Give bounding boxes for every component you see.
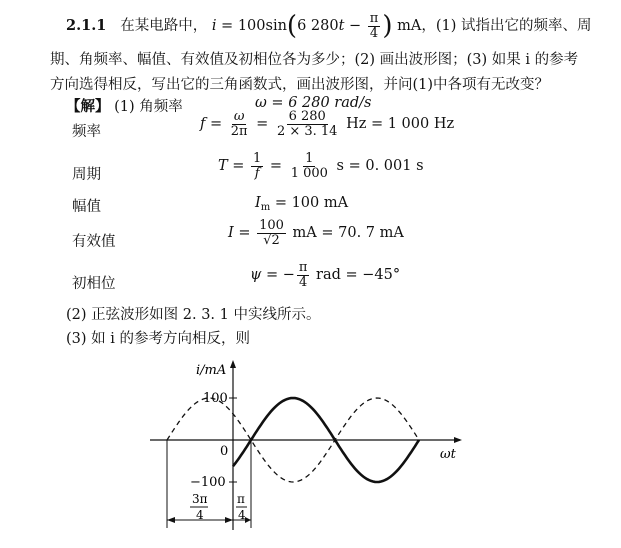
eq-fraction: $\frac{\pi}{4}$ bbox=[369, 10, 379, 41]
freq-eq: f = $\frac{\omega}{2\pi}$ = $\frac{6 280}{2 \times 3. 14}$ Hz = 1 000 Hz bbox=[200, 109, 455, 139]
period-eq: T = $\frac{1}{f}$ = $\frac{1}{1 000}$ s = 0. 001 s bbox=[218, 151, 424, 181]
solution-tag: 【解】 bbox=[66, 98, 110, 115]
problem-text-1b: mA，(1) 试指出它的频率、周 bbox=[397, 18, 592, 34]
rms-eq: I = $\frac{100}{√2}$ mA = 70. 7 mA bbox=[228, 218, 404, 248]
dim2-den: 4 bbox=[238, 508, 246, 522]
amp-eq: $I_m = 100$ mA bbox=[255, 195, 349, 213]
rms-label: 有效值 bbox=[72, 234, 116, 250]
phase-eq: ψ = − $\frac{\pi}{4}$ rad = −45° bbox=[250, 260, 401, 290]
period-label: 周期 bbox=[72, 167, 101, 183]
dim1-den: 4 bbox=[196, 508, 204, 522]
eq-arg: 6 280 bbox=[297, 18, 339, 34]
x-axis-label: ωt bbox=[440, 447, 456, 462]
part3-text: (3) 如 i 的参考方向相反，则 bbox=[66, 331, 251, 347]
problem-line-2: 期、角频率、幅值、有效值及初相位各为多少；(2) 画出波形图；(3) 如果 i 的参考 bbox=[50, 52, 579, 68]
freq-label: 频率 bbox=[72, 124, 101, 140]
paren-open: ( bbox=[286, 11, 298, 41]
origin-label: 0 bbox=[220, 444, 229, 459]
phase-label: 初相位 bbox=[72, 276, 116, 292]
problem-text-1a: 在某电路中， bbox=[120, 18, 208, 34]
eq-minus: − bbox=[344, 18, 366, 34]
dim1-num: 3π bbox=[192, 492, 208, 506]
eq-i: i bbox=[211, 18, 217, 34]
amp-label: 幅值 bbox=[72, 199, 101, 215]
tick-label-neg100: −100 bbox=[190, 475, 226, 490]
omega-eq: ω = 6 280 rad/s bbox=[255, 95, 372, 111]
dim2-num: π bbox=[237, 492, 245, 506]
x-axis-arrow bbox=[454, 437, 462, 443]
dim-arrow-1b bbox=[225, 517, 233, 523]
y-axis-arrow bbox=[230, 360, 236, 368]
omega-label: (1) 角频率 bbox=[114, 99, 183, 115]
paren-close: ) bbox=[382, 11, 393, 41]
part2-text: (2) 正弦波形如图 2. 3. 1 中实线所示。 bbox=[66, 307, 321, 323]
dim-arrow-2 bbox=[245, 517, 251, 523]
tick-label-100: 100 bbox=[203, 391, 228, 406]
eq-t: t bbox=[338, 18, 345, 34]
problem-number: 2.1.1 bbox=[66, 17, 107, 34]
y-axis-label: i/mA bbox=[196, 363, 227, 378]
eq-mid: = 100sin bbox=[216, 18, 287, 34]
dim-arrow-1a bbox=[167, 517, 175, 523]
problem-line-3: 方向选得相反，写出它的三角函数式，画出波形图，并问(1)中各项有无改变？ bbox=[50, 77, 550, 93]
